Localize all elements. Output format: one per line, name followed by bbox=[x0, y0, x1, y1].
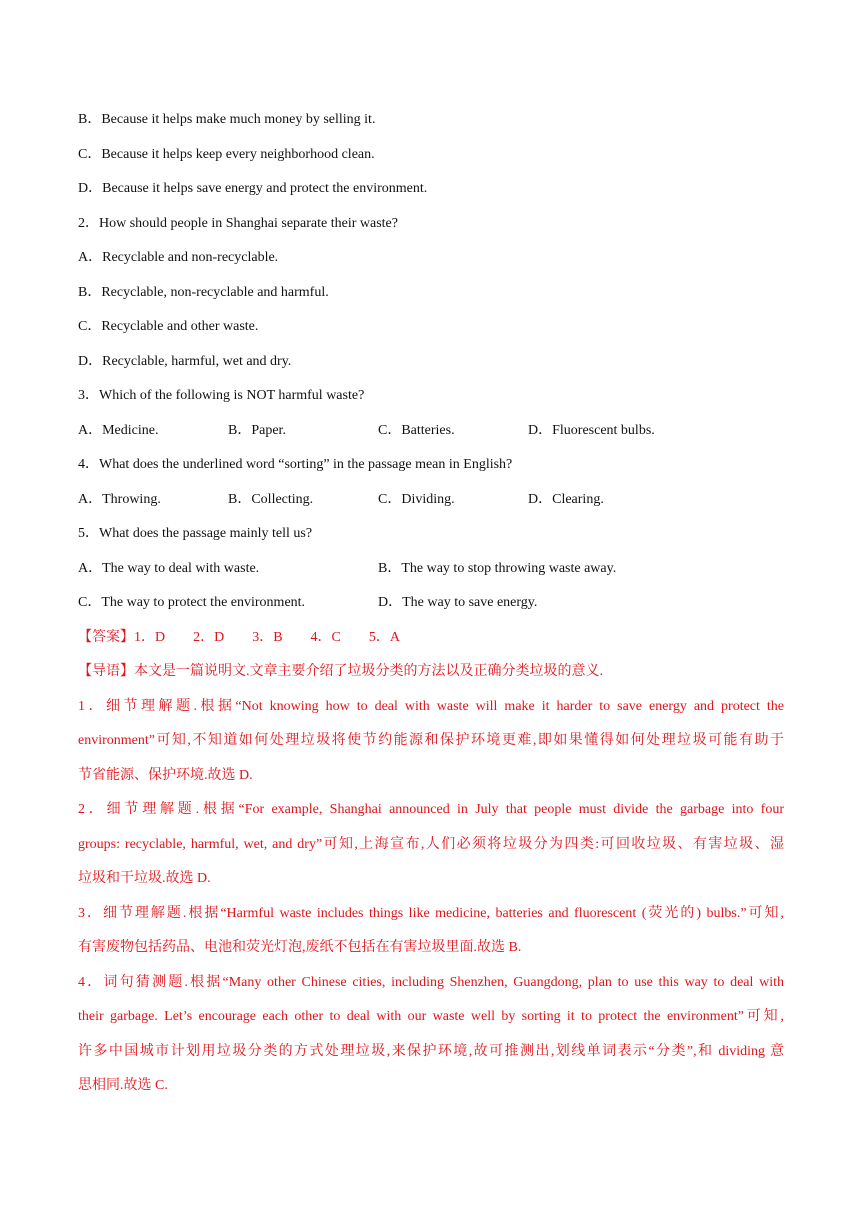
explanation-1-line-3: 节省能源、保护环境.故选 D. bbox=[78, 768, 253, 783]
explanation-4-line-1: 4．词句猜测题.根据“Many other Chinese cities, including Shenzhen, Guangdong, plan to use this way to deal with bbox=[78, 975, 784, 990]
explanation-3-line-1: 3．细节理解题.根据“Harmful waste includes things like medicine, batteries and fluorescent (荧光的) bulbs.”可知, bbox=[78, 906, 784, 921]
guide-summary: 【导语】本文是一篇说明文.文章主要介绍了垃圾分类的方法以及正确分类垃圾的意义. bbox=[78, 664, 603, 679]
q1-option-b: B．Because it helps make much money by selling it. bbox=[78, 112, 376, 127]
q2-option-a: A．Recyclable and non-recyclable. bbox=[78, 250, 279, 265]
q5-stem: 5．What does the passage mainly tell us? bbox=[78, 526, 313, 541]
q5-option-d: D．The way to save energy. bbox=[378, 595, 538, 610]
explanation-4-line-2: their garbage. Let’s encourage each other to deal with our waste well by sorting it to protect the environment”可知, bbox=[78, 1009, 784, 1024]
q4-option-d: D．Clearing. bbox=[528, 492, 604, 507]
q1-option-c: C．Because it helps keep every neighborhood clean. bbox=[78, 147, 375, 162]
q4-option-c: C．Dividing. bbox=[378, 492, 455, 507]
q4-stem: 4．What does the underlined word “sorting” in the passage mean in English? bbox=[78, 457, 513, 472]
explanation-2-line-3: 垃圾和干垃圾.故选 D. bbox=[78, 871, 211, 886]
q3-option-d: D．Fluorescent bulbs. bbox=[528, 423, 655, 438]
q2-option-b: B．Recyclable, non-recyclable and harmful. bbox=[78, 285, 329, 300]
explanation-3-line-2: 有害废物包括药品、电池和荧光灯泡,废纸不包括在有害垃圾里面.故选 B. bbox=[78, 940, 522, 955]
explanation-2-line-2: groups: recyclable, harmful, wet, and dry”可知,上海宣布,人们必须将垃圾分为四类:可回收垃圾、有害垃圾、湿 bbox=[78, 837, 784, 852]
q5-option-a: A．The way to deal with waste. bbox=[78, 561, 260, 576]
explanation-1-line-1: 1．细节理解题.根据“Not knowing how to deal with waste will make it harder to save energy and protect the bbox=[78, 699, 784, 714]
explanation-4-line-3: 许多中国城市计划用垃圾分类的方式处理垃圾,来保护环境,故可推测出,划线单词表示“分类”,和 dividing 意 bbox=[78, 1044, 784, 1059]
explanation-4-line-4: 思相同.故选 C. bbox=[78, 1078, 168, 1093]
q1-option-d: D．Because it helps save energy and protect the environment. bbox=[78, 181, 428, 196]
q5-option-b: B．The way to stop throwing waste away. bbox=[378, 561, 617, 576]
q3-option-a: A．Medicine. bbox=[78, 423, 159, 438]
q5-option-c: C．The way to protect the environment. bbox=[78, 595, 306, 610]
q2-option-c: C．Recyclable and other waste. bbox=[78, 319, 259, 334]
q2-option-d: D．Recyclable, harmful, wet and dry. bbox=[78, 354, 292, 369]
explanation-1-line-2: environment”可知,不知道如何处理垃圾将使节约能源和保护环境更难,即如果懂得如何处理垃圾可能有助于 bbox=[78, 733, 784, 748]
explanation-2-line-1: 2．细节理解题.根据“For example, Shanghai announced in July that people must divide the garbage into four bbox=[78, 802, 784, 817]
q4-option-a: A．Throwing. bbox=[78, 492, 161, 507]
q3-option-c: C．Batteries. bbox=[378, 423, 455, 438]
q4-option-b: B．Collecting. bbox=[228, 492, 314, 507]
q2-stem: 2．How should people in Shanghai separate their waste? bbox=[78, 216, 398, 231]
q3-stem: 3．Which of the following is NOT harmful waste? bbox=[78, 388, 365, 403]
answer-key: 【答案】1．D 2．D 3．B 4．C 5．A bbox=[78, 630, 401, 645]
q3-option-b: B．Paper. bbox=[228, 423, 286, 438]
